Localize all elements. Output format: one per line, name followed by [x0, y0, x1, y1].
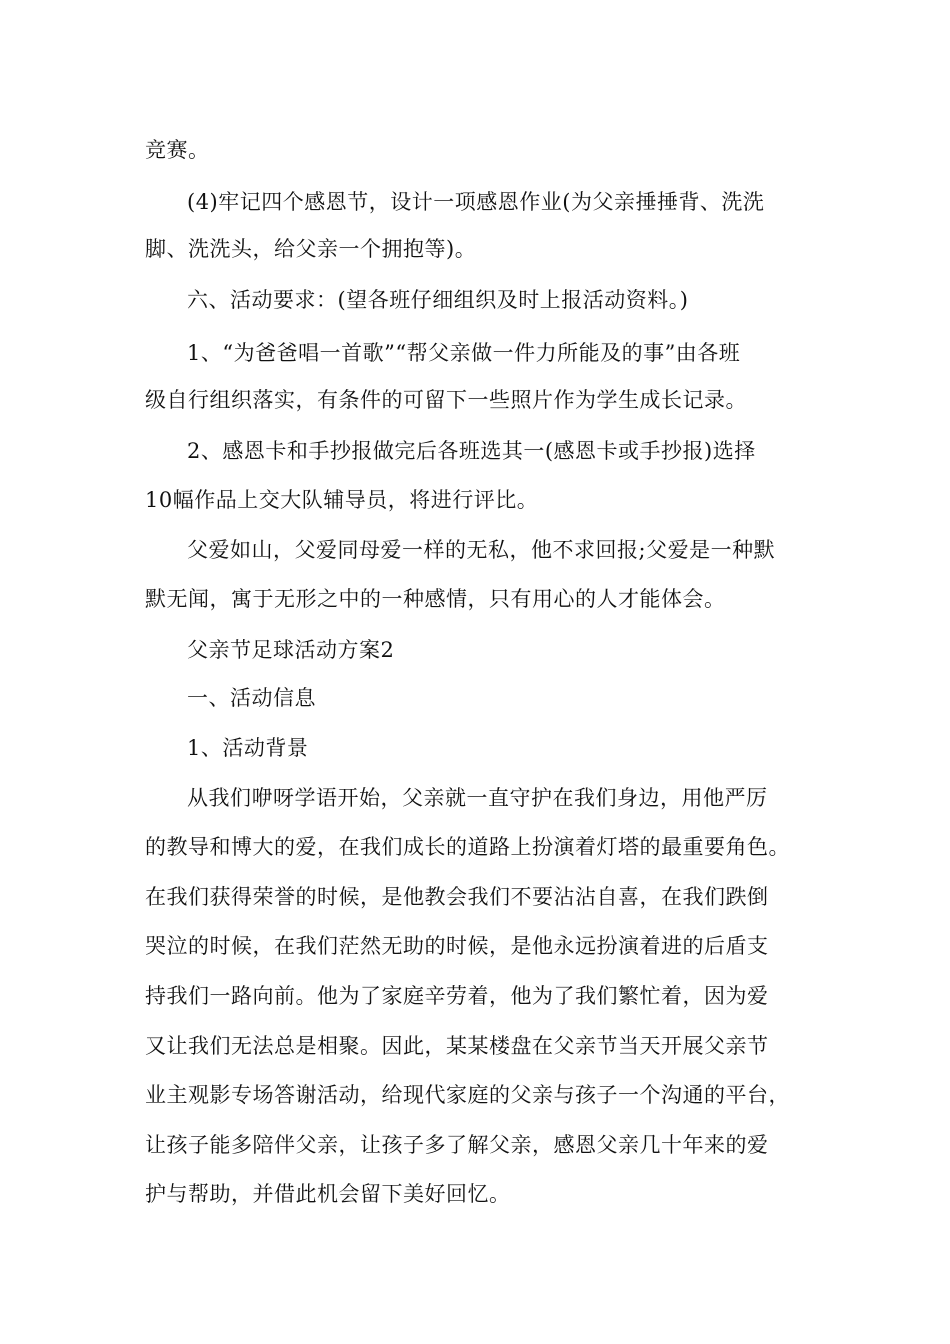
text-line: 1、“为爸爸唱一首歌”“帮父亲做一件力所能及的事”由各班: [187, 341, 741, 365]
text-line: 10幅作品上交大队辅导员，将进行评比。: [145, 488, 539, 512]
text-line: 又让我们无法总是相聚。因此，某某楼盘在父亲节当天开展父亲节: [145, 1034, 769, 1058]
text-line: 竞赛。: [145, 138, 210, 162]
section-heading: 1、活动背景: [187, 736, 309, 760]
text-line: 持我们一路向前。他为了家庭辛劳着，他为了我们繁忙着，因为爱: [145, 984, 769, 1008]
text-line: 让孩子能多陪伴父亲，让孩子多了解父亲，感恩父亲几十年来的爱: [145, 1133, 769, 1157]
text-line: 2、感恩卡和手抄报做完后各班选其一(感恩卡或手抄报)选择: [187, 439, 756, 463]
text-line: 业主观影专场答谢活动，给现代家庭的父亲与孩子一个沟通的平台，: [145, 1083, 790, 1107]
section-heading: 一、活动信息: [187, 686, 316, 710]
text-line: 在我们获得荣誉的时候，是他教会我们不要沾沾自喜，在我们跌倒: [145, 885, 769, 909]
text-line: (4)牢记四个感恩节，设计一项感恩作业(为父亲捶捶背、洗洗: [187, 190, 765, 214]
text-line: 的教导和博大的爱，在我们成长的道路上扮演着灯塔的最重要角色。: [145, 835, 790, 859]
text-line: 六、活动要求：(望各班仔细组织及时上报活动资料。): [187, 288, 689, 312]
text-line: 哭泣的时候，在我们茫然无助的时候，是他永远扮演着进的后盾支: [145, 934, 769, 958]
text-line: 从我们咿呀学语开始，父亲就一直守护在我们身边，用他严厉: [187, 786, 768, 810]
text-line: 级自行组织落实，有条件的可留下一些照片作为学生成长记录。: [145, 388, 747, 412]
text-line: 默无闻，寓于无形之中的一种感情，只有用心的人才能体会。: [145, 587, 726, 611]
text-line: 父爱如山，父爱同母爱一样的无私，他不求回报;父爱是一种默: [187, 538, 776, 562]
section-heading: 父亲节足球活动方案2: [187, 638, 395, 662]
text-line: 脚、洗洗头，给父亲一个拥抱等)。: [145, 237, 477, 261]
text-line: 护与帮助，并借此机会留下美好回忆。: [145, 1182, 511, 1206]
